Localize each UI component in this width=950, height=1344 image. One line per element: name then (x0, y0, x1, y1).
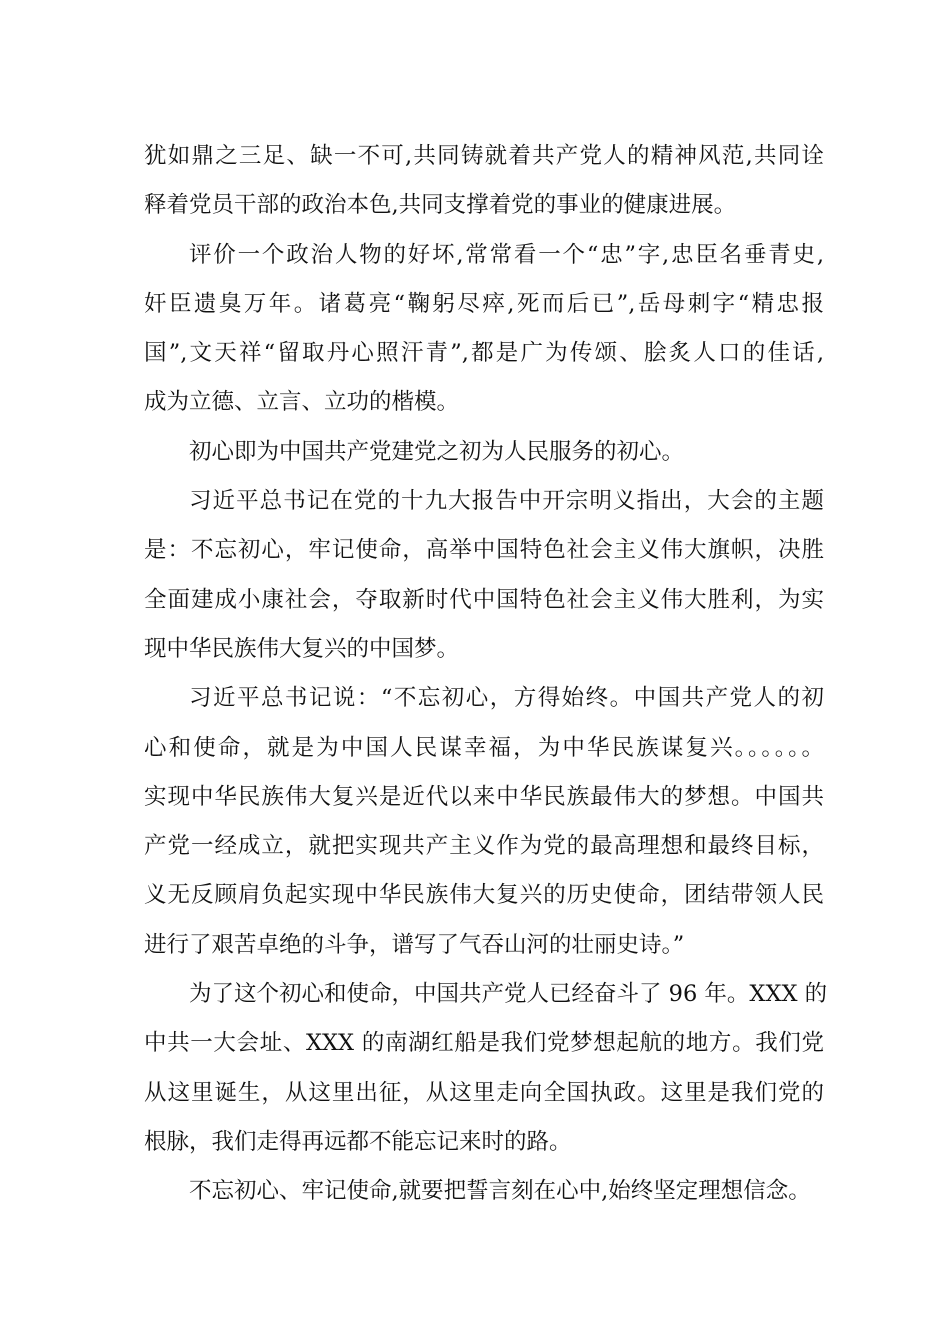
text-line: 心和使命，就是为中国人民谋幸福，为中华民族谋复兴。。。。。。 (144, 734, 824, 761)
text-line: 释着党员干部的政治本色,共同支撑着党的事业的健康进展。 (144, 192, 737, 219)
text-line: 全面建成小康社会，夺取新时代中国特色社会主义伟大胜利，为实 (144, 586, 824, 613)
text-line: 犹如鼎之三足、缺一不可,共同铸就着共产党人的精神风范,共同诠 (144, 143, 824, 169)
paragraph-first-line: 初心即为中国共产党建党之初为人民服务的初心。 (189, 438, 685, 465)
text-line: 现中华民族伟大复兴的中国梦。 (144, 635, 460, 662)
paragraph-first-line: 不忘初心、牢记使命,就要把誓言刻在心中,始终坚定理想信念。 (189, 1178, 811, 1205)
text-line: 义无反顾肩负起实现中华民族伟大复兴的历史使命，团结带领人民 (144, 882, 824, 909)
paragraph-first-line: 评价一个政治人物的好坏,常常看一个“忠”字,忠臣名垂青史, (189, 241, 824, 268)
text-line: 中共一大会址、XXX 的南湖红船是我们党梦想起航的地方。我们党 (144, 1030, 824, 1057)
text-line: 成为立德、立言、立功的楷模。 (144, 389, 460, 416)
text-line: 根脉，我们走得再远都不能忘记来时的路。 (144, 1128, 572, 1155)
text-line: 产党一经成立，就把实现共产主义作为党的最高理想和最终目标， (144, 833, 824, 860)
text-line: 进行了艰苦卓绝的斗争，谱写了气吞山河的壮丽史诗。” (144, 931, 685, 958)
paragraph-first-line: 习近平总书记说：“不忘初心，方得始终。中国共产党人的初 (189, 685, 824, 712)
paragraph-first-line: 为了这个初心和使命，中国共产党人已经奋斗了 96 年。XXX 的 (189, 981, 828, 1008)
paragraph-first-line: 习近平总书记在党的十九大报告中开宗明义指出，大会的主题 (189, 488, 824, 515)
document-body (144, 132, 828, 1217)
text-line: 从这里诞生，从这里出征，从这里走向全国执政。这里是我们党的 (144, 1079, 824, 1106)
text-line: 国”,文天祥“留取丹心照汗青”,都是广为传颂、脍炙人口的佳话, (144, 340, 824, 367)
text-line: 是：不忘初心，牢记使命，高举中国特色社会主义伟大旗帜，决胜 (144, 537, 824, 564)
text-line: 奸臣遗臭万年。诸葛亮“鞠躬尽瘁,死而后已”,岳母刺字“精忠报 (144, 290, 824, 317)
text-line: 实现中华民族伟大复兴是近代以来中华民族最伟大的梦想。中国共 (144, 783, 824, 810)
